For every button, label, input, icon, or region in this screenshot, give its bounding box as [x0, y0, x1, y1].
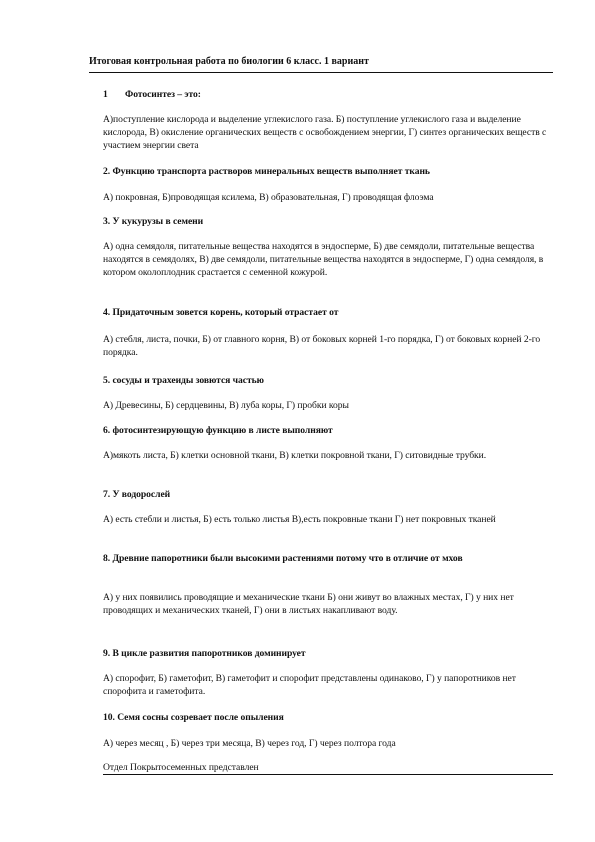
question-1-number: 1 [103, 89, 108, 100]
question-4-answers: А) стебля, листа, почки, Б) от главного корня, В) от боковых корней 1-го порядка, Г) от боковых корней 2-го порядка. [103, 334, 541, 358]
question-2-text: 2. Функцию транспорта растворов минеральных веществ выполняет ткань [103, 166, 430, 177]
question-10-answers: А) через месяц , Б) через три месяца, В) через год, Г) через полтора года [103, 738, 396, 749]
footer-divider [103, 774, 553, 775]
question-1-label: Фотосинтез – это: [125, 89, 201, 100]
question-2-answers: А) покровная, Б)проводящая ксилема, В) образовательная, Г) проводящая флоэма [103, 192, 434, 203]
question-1-answers: А)поступление кислорода и выделение углекислого газа. Б) поступление углекислого газа и выделение кислорода, В) окисление органических веществ с освобождением энергии, Г) синтез органических веществ с участием энергии света [103, 114, 547, 151]
question-9-answers: А) спорофит, Б) гаметофит, В) гаметофит и спорофит представлены одинаково, Г) у папоротников нет спорофита и гаметофита. [103, 673, 516, 697]
question-10-text: 10. Семя сосны созревает после опыления [103, 712, 284, 723]
question-8-answers: А) у них появились проводящие и механические ткани Б) они живут во влажных местах, Г) у них нет проводящих и механических тканей, Г) они в листьях накапливают воду. [103, 592, 514, 616]
footer-text: Отдел Покрытосеменных представлен [103, 762, 259, 773]
question-7-answers: А) есть стебли и листья, Б) есть только листья В),есть покровные ткани Г) нет покровных тканей [103, 514, 496, 525]
question-1-text [103, 88, 553, 101]
question-9-text: 9. В цикле развития папоротников доминирует [103, 648, 306, 659]
question-3-answers: А) одна семядоля, питательные вещества находятся в эндосперме, Б) две семядоли, питательные вещества находятся в семядолях, В) две семядоли, питательные вещества находятся в эндосперме, Г) одна семядоля, в котором околоплодник срастается с семенной кожурой. [103, 241, 544, 278]
question-3-text: 3. У кукурузы в семени [103, 216, 204, 227]
question-4-text: 4. Придаточным зовется корень, который отрастает от [103, 307, 339, 318]
header-divider [89, 72, 553, 73]
question-8-text: 8. Древние папоротники были высокими растениями потому что в отличие от мхов [103, 553, 463, 564]
question-5-answers: А) Древесины, Б) сердцевины, В) луба коры, Г) пробки коры [103, 400, 349, 411]
question-6-text: 6. фотосинтезирующую функцию в листе выполняют [103, 425, 333, 436]
question-7-text: 7. У водорослей [103, 489, 171, 500]
question-5-text: 5. сосуды и трахеиды зовются частью [103, 375, 264, 386]
question-6-answers: А)мякоть листа, Б) клетки основной ткани, В) клетки покровной ткани, Г) ситовидные трубки. [103, 450, 487, 461]
page-title: Итоговая контрольная работа по биологии 6 класс. 1 вариант [89, 56, 369, 67]
